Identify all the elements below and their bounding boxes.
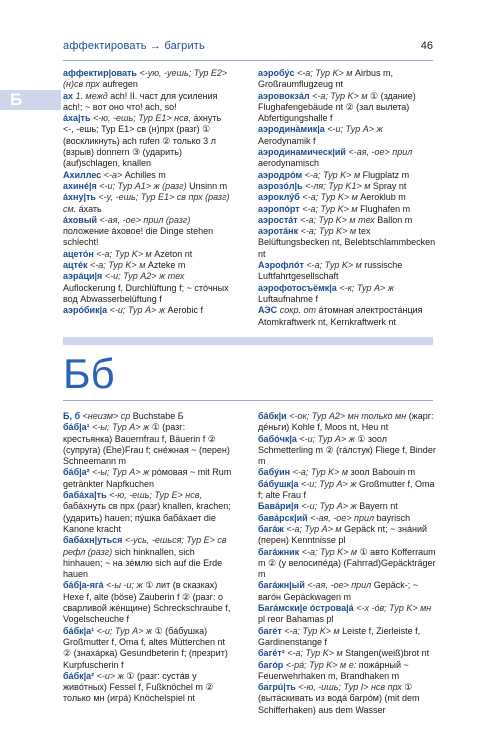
entry-grammar: сокр. от — [277, 305, 319, 316]
entry-grammar: <-ую, -уешь; Тур E2> (н)св прх — [63, 68, 228, 90]
entry-translation: Azeton nt — [154, 248, 193, 259]
entry-headword: аэрóбик|а — [63, 305, 108, 316]
entry-grammar: <-и; Тур A2> ж тех — [102, 271, 185, 282]
dictionary-entry — [63, 113, 233, 169]
entry-headword: ах — [63, 90, 74, 101]
dictionary-entry — [258, 192, 436, 203]
entry-grammar: <-а; Тур K> м — [299, 192, 361, 203]
entry-grammar: <-ю, -ешь; Тур E> нсв, — [106, 490, 202, 501]
entry-headword: áхну|ть — [63, 192, 96, 203]
dictionary-entry — [258, 283, 436, 306]
letter-tab — [0, 90, 61, 110]
letter-tab-label: Б — [10, 90, 23, 109]
dictionary-entry — [258, 513, 436, 524]
entry-grammar: <-и; Тур A> ж — [94, 625, 155, 636]
entry-translation: Achilles m — [124, 169, 166, 180]
entry-translation: pl reor Bahamas pl — [258, 614, 334, 625]
entry-grammar: <-а; Тур A> м — [283, 523, 345, 534]
dictionary-entry — [258, 226, 436, 260]
entry-translation: Aeroklub m — [360, 192, 406, 203]
entry-translation: ① (бáбушка) Großmutter f, Oma f, altes Mütterchen nt ② (знахáрка) Gesundbeterin f; (презрит) Kurpfuscherin f — [63, 625, 228, 670]
entry-translation: bayrisch — [376, 512, 411, 523]
dictionary-entry — [63, 68, 233, 91]
column-1 — [63, 68, 233, 317]
entry-translation: Bayern nt — [359, 501, 398, 512]
dictionary-entry — [258, 580, 436, 603]
dictionary-entry — [63, 671, 233, 705]
entry-headword: багрú|ть — [258, 682, 296, 693]
entry-grammar: <-а; Тур K> м — [284, 648, 346, 659]
dictionary-entry — [258, 524, 436, 547]
entry-grammar: <-ы; Тур A> ж — [89, 467, 152, 478]
dictionary-entry — [63, 626, 233, 671]
entry-headword: бáб|а² — [63, 467, 90, 478]
entry-grammar: 1. межд — [73, 90, 111, 101]
entry-headword: аэробýс — [258, 68, 295, 78]
entry-translation: Aerodynamik f — [258, 135, 316, 146]
dictionary-entry — [258, 305, 436, 328]
entry-translation: ① авто Kofferraum m ② (у велосипéда) (Fahrrad)Gepäckträger m — [258, 546, 436, 580]
entry-headword: Багáмски|е óстрова|á — [258, 603, 354, 614]
entry-headword: бабáхн|уться — [63, 535, 123, 546]
dictionary-entry — [63, 260, 233, 271]
entry-grammar: <-а; Тур K> м — [87, 260, 148, 271]
entry-headword: аэростáт — [258, 214, 298, 225]
entry-grammar: <-а; Тур K> м — [281, 625, 343, 636]
entry-translation: tex Belüftungsbecken nt, Belebtschlammbecken nt — [258, 226, 436, 259]
entry-headword: аэрофотосъёмк|а — [258, 282, 337, 293]
header-divider — [63, 60, 433, 61]
entry-headword: бáб|а¹ — [63, 422, 90, 433]
entry-translation: Ballon m — [377, 214, 413, 225]
entry-grammar: <-и> ж — [94, 670, 127, 681]
entry-headword: аэрáци|я — [63, 271, 103, 282]
entry-headword: аэродинамическ|ий — [258, 147, 346, 158]
dictionary-entry — [63, 490, 233, 535]
entry-grammar: <-ю, -ешь; Тур E1> нсв, — [90, 113, 194, 124]
column-2 — [258, 68, 436, 328]
entry-grammar: <-у, -ешь; Тур E1> св прх (разг) см. — [63, 192, 230, 214]
entry-translation: russische Luftfahrtgesellschaft — [258, 260, 403, 282]
entry-grammar: <-и; Тур A> ж — [107, 305, 168, 316]
entry-grammar: <-и; Тур A> ж — [296, 433, 358, 444]
dictionary-entry — [258, 467, 436, 478]
entry-headword: аэровокзáл — [258, 90, 310, 101]
dictionary-entry — [258, 479, 436, 502]
dictionary-entry — [258, 260, 436, 283]
dictionary-entry — [63, 535, 233, 580]
entry-headword: бáбк|и — [258, 411, 287, 421]
entry-translation: ① (здание) Flughafengebäude nt ② (зал вылета) Abfertigungshalle f — [258, 90, 416, 124]
entry-grammar: <-ок; Тур A2> мн только мн — [286, 411, 409, 421]
entry-translation: aerodynamisch — [258, 158, 320, 169]
entry-translation: Flughafen m — [360, 203, 411, 214]
dictionary-entry — [63, 192, 233, 215]
entry-headword: ацтéк — [63, 260, 88, 271]
entry-grammar: <-а; Тур K> м — [298, 226, 359, 237]
entry-headword: бáб|а-ягá — [63, 580, 104, 591]
dictionary-entry — [63, 91, 233, 114]
guide-words: аффектировать → багрить — [63, 40, 205, 52]
page-header — [63, 40, 433, 58]
entry-grammar: <-ы -и; ж — [103, 580, 146, 591]
entry-translation: aufregen — [102, 79, 138, 90]
dictionary-entry — [258, 124, 436, 147]
dictionary-entry — [258, 626, 436, 649]
entry-grammar: <-ая, -ое> прил — [307, 512, 377, 523]
dictionary-entry — [63, 215, 233, 249]
entry-grammar: <-ля; Тур K1> м — [302, 180, 373, 191]
section-divider — [63, 400, 433, 401]
entry-grammar: <-ая, -ое> прил (разг) — [97, 214, 191, 225]
entry-headword: багáжник — [258, 546, 300, 557]
entry-headword: аэроклýб — [258, 192, 300, 203]
entry-translation: (жарг: дéньги) Kohle f, Moos nt, Heu nt — [258, 411, 434, 433]
entry-grammar: <-и; Тур A> ж — [324, 124, 383, 135]
page-number: 46 — [420, 40, 433, 52]
entry-translation: ① (разг: крестьянка) Bauernfrau f, Bäuerin f ② (супруга) (Ehe)Frau f; снéжная ~ (перен) Schneemann m — [63, 422, 230, 467]
entry-grammar: <-а> — [101, 169, 125, 180]
dictionary-entry — [258, 91, 436, 125]
entry-translation: áхать — [78, 203, 102, 214]
entry-headword: ацетóн — [63, 248, 94, 259]
entry-headword: бавáрск|ий — [258, 512, 308, 523]
entry-grammar: <-и; Тур A> ж — [298, 478, 359, 489]
entry-grammar: <-ы; Тур A> ж — [89, 422, 152, 433]
entry-translation: áтомная электростáнция Atomkraftwerk nt, Kernkraftwerk nt — [258, 305, 423, 327]
entry-headword: багáж — [258, 523, 284, 534]
entry-grammar: <-а; Тур K> м — [309, 90, 370, 101]
entry-headword: бáбушк|а — [258, 478, 299, 489]
entry-headword: áха|ть — [63, 113, 91, 124]
entry-grammar: <-а; Тур K> м — [93, 248, 155, 259]
entry-translation: Aerobic f — [167, 305, 204, 316]
dictionary-entry — [258, 660, 436, 683]
dictionary-entry — [63, 170, 233, 181]
entry-grammar: <-а; Тур K> м — [299, 546, 360, 557]
dictionary-entry — [258, 181, 436, 192]
entry-translation: рóмовая ~ mit Rum getränkter Napfkuchen — [63, 467, 232, 489]
entry-translation: пожáрный ~ Feuerwehrhaken m, Brandhaken m — [258, 659, 409, 681]
entry-translation: áхнуть <-, -ешь; Тур E1> св (н)прх (разг) ① (воскликнуть) ach rufen ② только 3 л (взрыв) donnern ③ (ударить) (auf)schlagen, knallen — [63, 113, 222, 169]
entry-headword: Б, б — [63, 411, 81, 421]
dictionary-entry — [63, 249, 233, 260]
entry-headword: багóр — [258, 659, 284, 670]
entry-headword: аэродинáмик|а — [258, 124, 325, 135]
entry-headword: аэродрóм — [258, 169, 303, 180]
dictionary-entry — [63, 181, 233, 192]
entry-translation: Spray nt — [372, 180, 407, 191]
entry-grammar: <-к; Тур A> ж — [336, 282, 394, 293]
entry-grammar: <-а; Тур K> м — [303, 260, 365, 271]
dictionary-entry — [258, 147, 436, 170]
entry-headword: багéт — [258, 625, 282, 636]
dictionary-entry — [258, 411, 436, 434]
entry-grammar: <-а; Тур K> м — [302, 169, 363, 180]
entry-translation: Buchstabe Б — [132, 411, 184, 421]
entry-translation: ① (разг: сустáв у живóтных) Fessel f, Fußknöchel m ② только мн (игрá) Knöchelspiel nt — [63, 670, 214, 704]
entry-translation: зоол Babouin m — [350, 467, 416, 478]
dictionary-entry — [258, 682, 436, 716]
entry-headword: бáбк|а² — [63, 670, 95, 681]
dictionary-entry — [63, 271, 233, 305]
entry-translation: ① лит (в сказках) Hexe f, alte (böse) Zauberin f ② (разг: о сварливой жéнщине) Schreckschraube f, Vogelscheuche f — [63, 580, 231, 625]
entry-grammar: <-а; Тур K> м — [299, 203, 361, 214]
entry-headword: Аэрофлóт — [258, 260, 304, 271]
dictionary-entry — [258, 603, 436, 626]
entry-translation: Airbus m, Großraumflugzeug nt — [258, 68, 393, 90]
entry-translation: ach! II. част для усиления ach!; ~ вот оно что! ach, so! — [63, 90, 218, 112]
entry-headword: аэропóрт — [258, 203, 300, 214]
letter-section-band — [63, 337, 433, 345]
dictionary-entry — [63, 305, 233, 316]
entry-translation: Azteke m — [147, 260, 186, 271]
entry-translation: Großmutter f, Oma f; alte Frau f — [258, 478, 435, 501]
dictionary-entry — [258, 204, 436, 215]
entry-translation: Stangen(weiß)brot nt — [345, 648, 430, 659]
entry-translation: Gepäck nt; ~ знáний (перен) Kenntnisse pl — [258, 523, 428, 546]
dictionary-entry — [258, 501, 436, 512]
dictionary-entry — [258, 648, 436, 659]
entry-headword: аффектир|овать — [63, 68, 137, 78]
entry-grammar: <-х -óв; Тур K> мн — [353, 603, 432, 614]
entry-headword: аэрозóл|ь — [258, 180, 303, 191]
entry-grammar: <-а; Тур K> м — [290, 467, 351, 478]
entry-headword: бабóчк|а — [258, 433, 297, 444]
entry-headword: аэротáнк — [258, 226, 299, 237]
entry-translation: sich hinknallen, sich hinhauen; ~ на зéмлю sich auf die Erde hauen — [63, 546, 223, 580]
entry-headword: бабáха|ть — [63, 490, 107, 501]
entry-grammar: <-а; Тур K> м тех — [297, 214, 378, 225]
entry-grammar: <-и; Тур A1> ж (разг) — [96, 180, 190, 191]
column-4 — [258, 411, 436, 716]
section-letter-heading: Бб — [63, 350, 115, 397]
entry-translation: ① (вытáскивать из водá багрóм) (mit dem Schifferhaken) aus dem Wasser — [258, 682, 420, 715]
entry-headword: ахинé|я — [63, 180, 97, 191]
entry-headword: багáжн|ый — [258, 580, 305, 591]
dictionary-entry — [258, 215, 436, 226]
entry-translation: Gepäck-; ~ вагóн Gepäckwagen m — [258, 580, 419, 602]
entry-headword: Бавáри|я — [258, 501, 299, 512]
entry-grammar: <неизм> ср — [80, 411, 133, 421]
column-3 — [63, 411, 233, 705]
dictionary-entry — [63, 580, 233, 625]
entry-grammar: <-ая, -ое> прил — [345, 147, 413, 158]
dictionary-entry — [258, 170, 436, 181]
entry-grammar: <-усь, -ешься; Тур E> св рефл (разг) — [63, 535, 227, 557]
entry-headword: бабýин — [258, 467, 291, 478]
entry-translation: бабáхнуть св прх (разг) knallen, krachen; (ударить) hauen; пýшка бабáхает die Kanone kracht — [63, 501, 231, 534]
entry-translation: ① зоол Schmetterling m ② (гáлстук) Fliege f, Binder m — [258, 433, 436, 467]
entry-translation: положение áховое! die Dinge stehen schlecht! — [63, 226, 214, 248]
entry-headword: áховый — [63, 214, 98, 225]
entry-translation: Unsinn m — [189, 180, 228, 191]
entry-translation: Flugplatz m — [362, 169, 410, 180]
entry-grammar: <-ю, -ишь; Тур I> нсв прх — [295, 682, 405, 693]
dictionary-entry — [258, 547, 436, 581]
entry-grammar: <-и; Тур A> ж — [298, 501, 360, 512]
dictionary-entry — [63, 467, 233, 490]
entry-translation: Auflockerung f, Durchlüftung f; ~ стóчных вод Abwasserbelüftung f — [63, 282, 229, 304]
entry-grammar: <-ая, -ое> прил — [304, 580, 374, 591]
entry-translation: Luftaufnahme f — [258, 293, 319, 304]
entry-headword: АЭС — [258, 305, 278, 316]
dictionary-entry — [258, 434, 436, 468]
entry-grammar: <-а; Тур K> м — [294, 68, 355, 78]
entry-headword: бáбк|а¹ — [63, 625, 95, 636]
dictionary-entry — [63, 422, 233, 467]
entry-grammar: <-рá; Тур K> м е: — [283, 659, 359, 670]
dictionary-entry — [258, 68, 436, 91]
dictionary-entry — [63, 411, 233, 422]
entry-headword: багéт² — [258, 648, 285, 659]
entry-headword: Ахиллес — [63, 169, 102, 180]
entry-translation: Leiste f, Zierleiste f, Gardinenstange f — [258, 625, 421, 647]
